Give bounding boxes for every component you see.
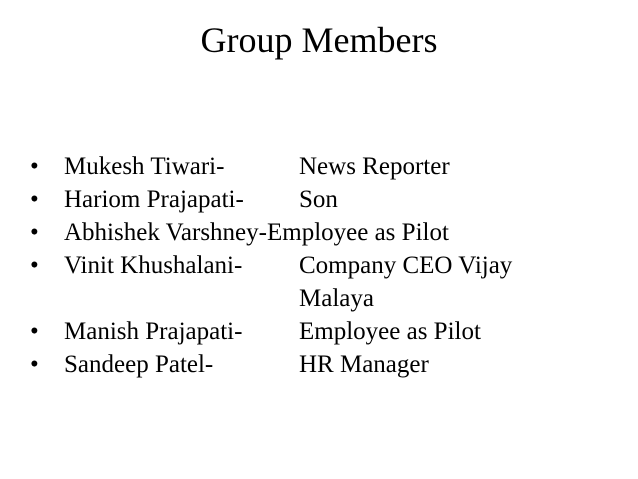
member-role: Employee as Pilot bbox=[266, 219, 449, 246]
member-role: Employee as Pilot bbox=[299, 318, 481, 345]
member-name: Sandeep Patel- bbox=[64, 351, 214, 378]
list-item bbox=[30, 183, 620, 216]
member-name: Mukesh Tiwari- bbox=[64, 153, 225, 180]
list-item bbox=[30, 348, 620, 381]
member-role: News Reporter bbox=[299, 153, 450, 180]
member-name: Vinit Khushalani- bbox=[64, 252, 243, 279]
member-name: Hariom Prajapati- bbox=[64, 186, 244, 213]
bullet-icon: • bbox=[30, 318, 39, 345]
member-name: Manish Prajapati- bbox=[64, 318, 243, 345]
bullet-icon: • bbox=[30, 252, 39, 279]
member-role: HR Manager bbox=[299, 351, 429, 378]
list-item bbox=[30, 150, 620, 183]
slide-title: Group Members bbox=[200, 20, 438, 60]
list-item bbox=[30, 216, 620, 249]
list-item bbox=[30, 315, 620, 348]
member-role: Son bbox=[299, 186, 338, 213]
bullet-icon: • bbox=[30, 153, 39, 180]
bullet-icon: • bbox=[30, 351, 39, 378]
member-role: Company CEO Vijay Malaya bbox=[299, 252, 513, 312]
member-name: Abhishek Varshney- bbox=[64, 219, 267, 246]
bullet-icon: • bbox=[30, 219, 39, 246]
bullet-icon: • bbox=[30, 186, 39, 213]
member-list bbox=[30, 150, 620, 381]
list-item bbox=[30, 249, 620, 315]
